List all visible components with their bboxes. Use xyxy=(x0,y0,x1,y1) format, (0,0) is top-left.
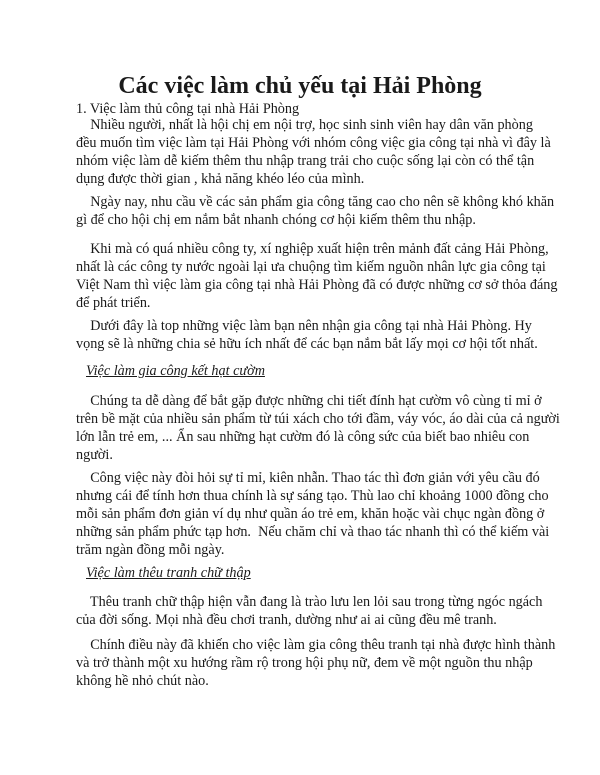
paragraph-line: nhất là các công ty nước ngoài lại ưa chuộng tìm kiếm nguồn nhân lực gia công tại xyxy=(76,259,546,275)
paragraph-line: Ngày nay, nhu cầu về các sản phẩm gia công tăng cao cho nên sẽ không khó khăn xyxy=(76,194,555,210)
paragraph xyxy=(76,240,558,312)
paragraph-line: nhóm việc làm dễ kiếm thêm thu nhập trang trải cho cuộc sống lại còn có thể tận xyxy=(76,153,535,169)
section-heading-text: 1. Việc làm thủ công tại nhà Hải Phòng xyxy=(76,101,300,117)
paragraph-line: Khi mà có quá nhiều công ty, xí nghiệp xuất hiện trên mảnh đất cảng Hải Phòng, xyxy=(76,241,549,257)
paragraph xyxy=(76,469,550,559)
paragraph xyxy=(76,317,542,353)
paragraph-line: và trở thành một xu hướng rầm rộ trong hội phụ nữ, đem về một nguồn thu nhập xyxy=(76,655,533,671)
paragraph-line: Nhiều người, nhất là hội chị em nội trợ, học sinh sinh viên hay dân văn phòng xyxy=(76,117,533,133)
paragraph-line: trăm ngàn đồng mỗi ngày. xyxy=(76,542,225,558)
paragraph-line: trên bề mặt của nhiều sản phẩm từ túi xách cho tới đầm, váy vóc, áo dài của cả người xyxy=(76,411,560,427)
paragraph xyxy=(76,392,560,464)
paragraph-line: người. xyxy=(76,447,113,463)
paragraph-line: gì để cho hội chị em nắm bắt nhanh chóng cơ hội kiếm thêm thu nhập. xyxy=(76,212,476,228)
paragraph-line: dụng được thời gian , khả năng khéo léo của mình. xyxy=(76,171,365,187)
paragraph-line: Công việc này đòi hỏi sự tỉ mỉ, kiên nhẫn. Thao tác thì đơn giản với yêu cầu đó xyxy=(76,470,540,486)
paragraph-line: để phát triển. xyxy=(76,295,151,311)
paragraph xyxy=(76,593,542,629)
paragraph-line: mỗi sản phẩm đơn giản ví dụ như quần áo trẻ em, khăn hoặc vài chục ngàn đồng ở xyxy=(76,506,545,522)
paragraph-line: Chính điều này đã khiến cho việc làm gia công thêu tranh tại nhà được hình thành xyxy=(76,637,556,653)
paragraph xyxy=(76,116,551,188)
subheading-cross-stitch-work: Việc làm thêu tranh chữ thập xyxy=(86,565,251,581)
paragraph-line: Thêu tranh chữ thập hiện vẫn đang là trào lưu len lỏi sau trong từng ngóc ngách xyxy=(76,594,543,610)
paragraph-line: vọng sẽ là những chia sẻ hữu ích nhất để các bạn nắm bắt lấy mọi cơ hội tốt nhất. xyxy=(76,336,538,352)
page-title: Các việc làm chủ yếu tại Hải Phòng xyxy=(118,73,482,99)
paragraph-line: Việt Nam thì việc làm gia công tại nhà Hải Phòng đã có được những cơ sở thỏa đáng xyxy=(76,277,558,293)
paragraph-line: của đời sống. Mọi nhà đều chơi tranh, dường như ai ai cũng đều mê tranh. xyxy=(76,612,497,628)
subheading-beading-work: Việc làm gia công kết hạt cườm xyxy=(86,363,265,379)
paragraph-line: Dưới đây là top những việc làm bạn nên nhận gia công tại nhà Hải Phòng. Hy xyxy=(76,318,532,334)
paragraph-line: không hề nhỏ chút nào. xyxy=(76,673,209,689)
paragraph-line: lớn lẫn trẻ em, ... Ẩn sau những hạt cườm đó là công sức của biết bao nhiêu con xyxy=(76,429,530,445)
paragraph xyxy=(76,193,555,229)
paragraph-line: nhưng cái để tính hơn thua chính là sự sáng tạo. Thù lao chỉ khoảng 1000 đồng cho xyxy=(76,488,549,504)
paragraph-line: đều muốn tìm việc làm tại Hải Phòng với nhóm công việc gia công tại nhà vì đây là xyxy=(76,135,551,151)
paragraph-line: những sản phẩm phức tạp hơn. Nếu chăm chỉ và thao tác nhanh thì có thể kiếm vài xyxy=(76,524,550,540)
paragraph-line: Chúng ta dễ dàng để bắt gặp được những chi tiết đính hạt cườm vô cùng tỉ mỉ ở xyxy=(76,393,542,409)
paragraph xyxy=(76,636,556,690)
